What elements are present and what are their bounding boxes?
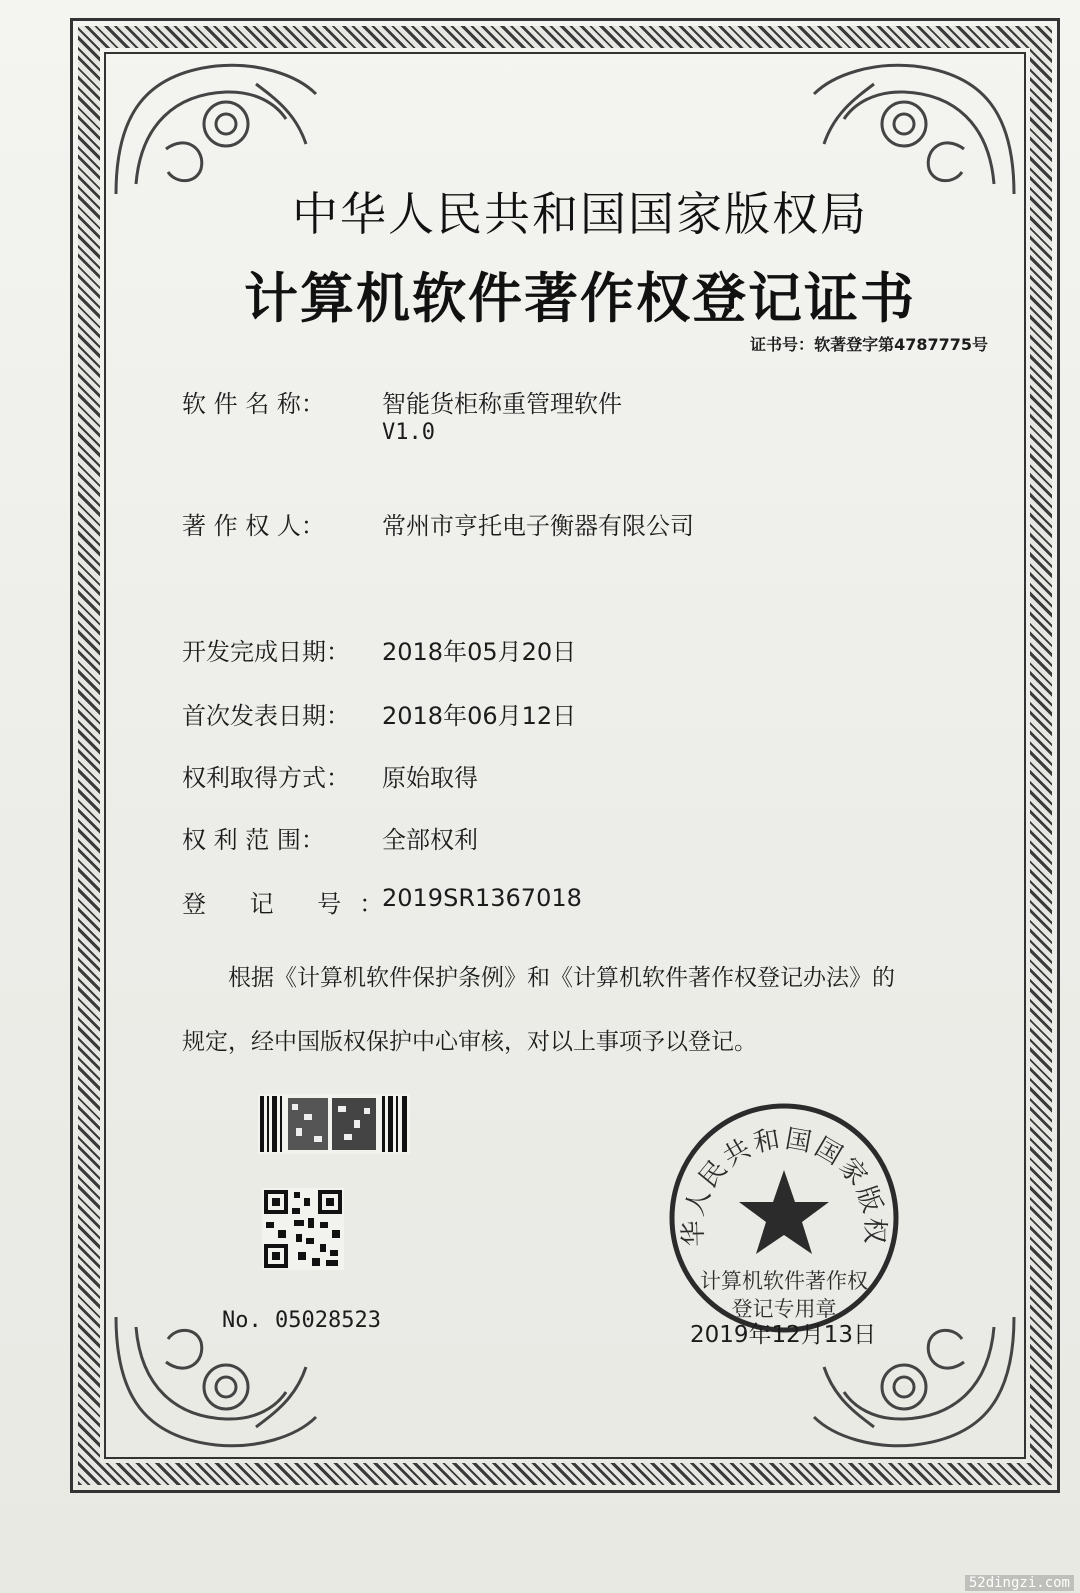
official-seal [664, 1098, 904, 1338]
owner-value: 常州市亨托电子衡器有限公司 [382, 512, 694, 540]
certificate-title: 计算机软件著作权登记证书 [244, 267, 916, 330]
barcode-icon [258, 1094, 410, 1154]
owner-label: 著 作 权 人： [182, 512, 325, 540]
cert-no-value: 软著登字第4787775号 [814, 335, 988, 354]
dev-date-label: 开发完成日期： [182, 638, 350, 666]
statement-paragraph [182, 946, 1002, 1074]
serial-number: No. 05028523 [222, 1308, 381, 1333]
site-watermark: 52dingzi.com [965, 1575, 1074, 1591]
pub-date-value: 2018年06月12日 [382, 702, 577, 730]
seal-line-2: 登记专用章 [731, 1297, 837, 1321]
acquire-value: 原始取得 [382, 764, 478, 792]
certificate-number [750, 332, 988, 355]
scope-value: 全部权利 [382, 826, 478, 854]
issuer-title: 中华人民共和国国家版权局 [292, 187, 868, 241]
scope-label: 权 利 范 围： [182, 826, 325, 854]
statement-line-1: 根据《计算机软件保护条例》和《计算机软件著作权登记办法》的 [228, 965, 895, 991]
pub-date-label: 首次发表日期： [182, 702, 350, 730]
reg-no-label: 登 记 号： [182, 890, 402, 918]
reg-no-value: 2019SR1367018 [382, 884, 582, 912]
cert-no-label: 证书号： [750, 335, 815, 354]
seal-ring-text: 华人民共和国国家版权 [678, 1124, 890, 1247]
dev-date-value: 2018年05月20日 [382, 638, 577, 666]
seal-line-1: 计算机软件著作权 [700, 1269, 868, 1293]
qr-code-icon [262, 1188, 344, 1270]
acquire-label: 权利取得方式： [182, 764, 350, 792]
issue-date: 2019年12月13日 [690, 1322, 877, 1348]
software-name-label: 软 件 名 称： [182, 390, 325, 418]
statement-line-2: 规定，经中国版权保护中心审核，对以上事项予以登记。 [182, 1029, 757, 1055]
software-name-value: 智能货柜称重管理软件 [382, 390, 622, 418]
software-version-value: V1.0 [382, 420, 435, 445]
